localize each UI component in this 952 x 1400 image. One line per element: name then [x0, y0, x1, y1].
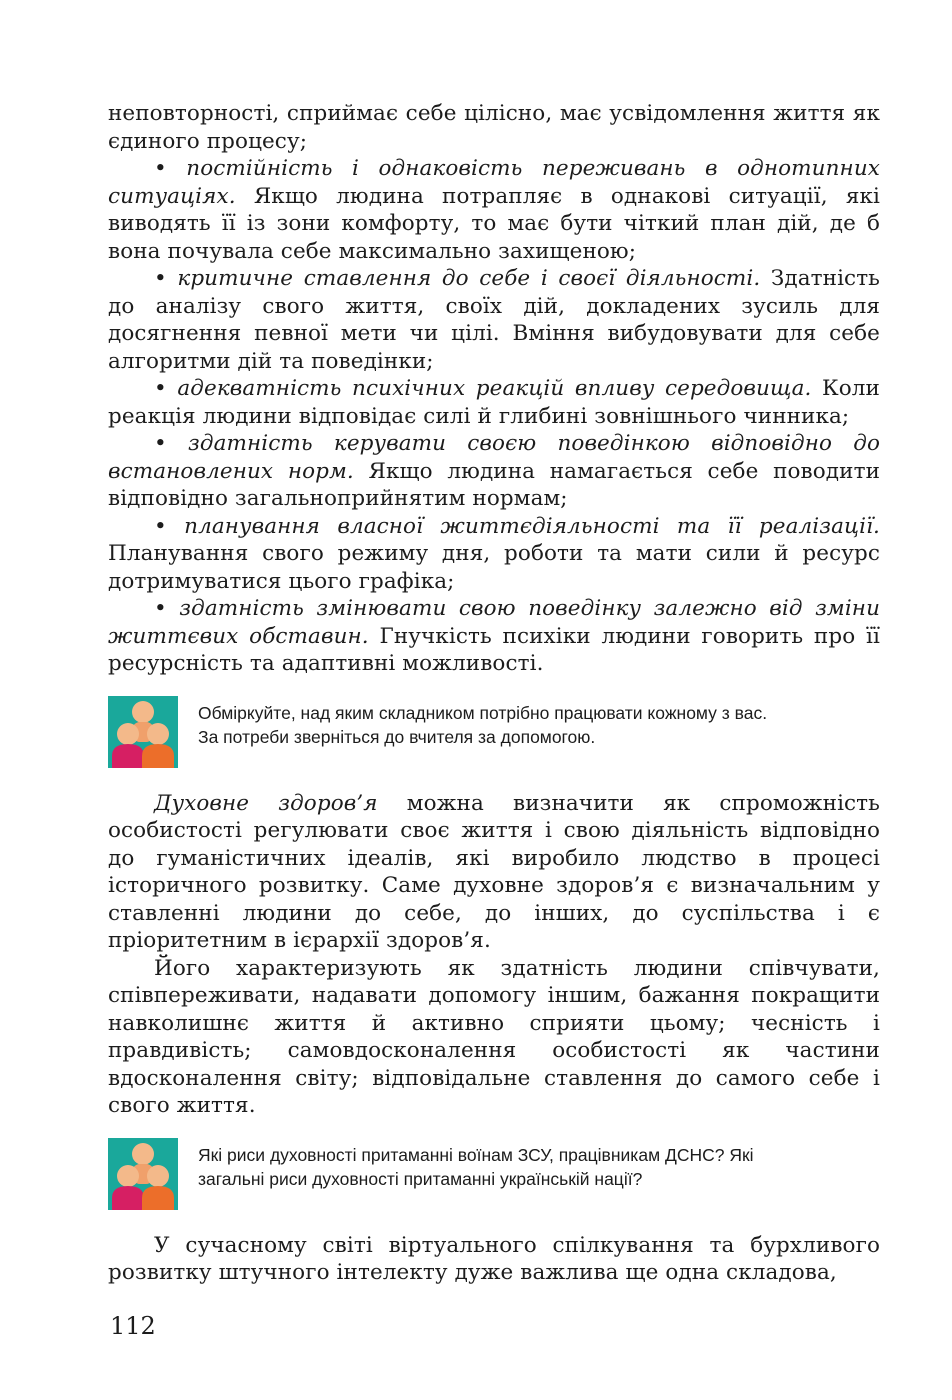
body-text-block: [108, 100, 880, 678]
bullet-item: [108, 595, 880, 678]
bullet-item: [108, 375, 880, 430]
bullet-symbol: •: [154, 156, 167, 181]
task-text-2: [198, 1138, 754, 1191]
paragraph-text: можна визначити як спроможність особистості регулювати своє життя і свою діяльність відповідно до гуманістичних ідеалів, які виробило людство в процесі історичного розвитку. Саме духовне здоров’я є визначальним у ставленні людини до себе, до інших, до суспільства і є пріоритетним в ієрархії здоров’я.: [108, 790, 880, 953]
body-text-block: [108, 790, 880, 1120]
task-box-2: [108, 1138, 880, 1210]
bullet-text: Якщо людина потрапляє в однакові ситуації, які виводять її із зони комфорту, то має бути чіткий план дій, де б вона почувала себе максимально захищеною;: [108, 183, 880, 264]
bullet-symbol: •: [154, 376, 167, 401]
task-line: Які риси духовності притаманні воїнам ЗСУ, працівникам ДСНС? Які: [198, 1144, 754, 1165]
paragraph: У сучасному світі віртуального спілкування та бурхливого розвитку штучного інтелекту дуже важлива ще одна складова,: [108, 1232, 880, 1285]
task-line: Обміркуйте, над яким складником потрібно працювати кожному з вас.: [198, 702, 768, 723]
task-box-1: [108, 696, 880, 768]
bullet-term: здатність змінювати свою поведінку залежно від зміни життєвих обставин.: [108, 596, 881, 649]
bullet-term: планування власної життєдіяльності та її реалізації.: [184, 513, 880, 539]
bullet-term: постійність і однаковість переживань в однотипних ситуаціях.: [108, 156, 880, 209]
bullet-term: адекватність психічних реакцій впливу середовища.: [177, 376, 812, 401]
task-line: загальні риси духовності притаманні українській нації?: [198, 1168, 643, 1189]
bullet-text: Здатність до аналізу свого життя, своїх дій, докладених зусиль для досягнення певної мети чи цілі. Вміння вибудовувати для себе алгоритми дій та поведінки;: [108, 266, 880, 374]
bullet-term: здатність керувати своєю поведінкою відповідно до встановлених норм.: [108, 431, 881, 484]
bullet-symbol: •: [154, 266, 167, 291]
page-number: 112: [110, 1312, 156, 1340]
bullet-item: [108, 430, 880, 513]
bullet-text: Коли реакція людини відповідає силі й глибині зовнішнього чинника;: [108, 376, 880, 429]
body-text-block: [108, 1232, 880, 1287]
task-line: За потреби зверніться до вчителя за допомогою.: [198, 726, 596, 747]
paragraph-term: Духовне здоров’я: [154, 790, 378, 816]
bullet-item: [108, 513, 880, 596]
group-work-icon: [108, 696, 178, 768]
bullet-symbol: •: [154, 431, 167, 456]
intro-line: неповторності, сприймає себе цілісно, має усвідомлення життя як єдиного процесу;: [108, 101, 880, 154]
bullet-text: Якщо людина намагається себе поводити відповідно загальноприйнятим нормам;: [108, 458, 880, 511]
paragraph: [108, 790, 880, 955]
bullet-symbol: •: [154, 513, 167, 539]
paragraph: Його характеризують як здатність людини співчувати, співпереживати, надавати допомогу іншим, бажання покращити навколишнє життя й активно сприяти цьому; чесність і правдивість; самовдосконалення особистості як частини вдосконалення світу; відповідальне ставлення до самого себе і свого життя.: [108, 955, 880, 1118]
group-work-icon: [108, 1138, 178, 1210]
page-content: [108, 100, 880, 1287]
bullet-term: критичне ставлення до себе і своєї діяльності.: [177, 266, 761, 291]
task-text-1: [198, 696, 767, 749]
bullet-text: Гнучкість психіки людини говорить про її ресурсність та адаптивні можливості.: [108, 623, 880, 676]
bullet-item: [108, 265, 880, 375]
bullet-item: [108, 155, 880, 265]
bullet-text: Планування свого режиму дня, роботи та мати сили й ресурс дотримуватися цього графіка;: [108, 541, 880, 594]
bullet-symbol: •: [154, 596, 167, 621]
